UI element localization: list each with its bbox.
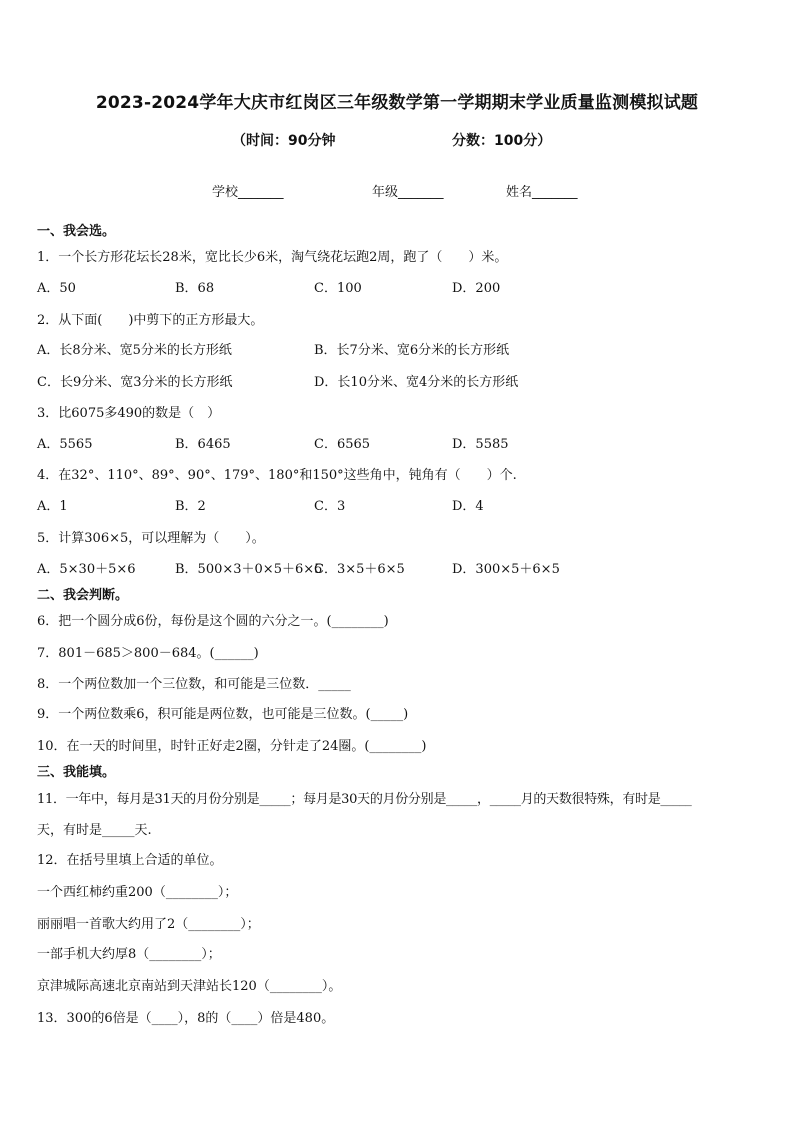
question-2: 2．从下面( )中剪下的正方形最大。 — [37, 313, 264, 328]
question-8[interactable]: 8．一个两位数加一个三位数，和可能是三位数．_____ — [37, 677, 351, 692]
q1-option-c[interactable]: C．100 — [314, 281, 362, 296]
q5-option-d[interactable]: D．300×5＋6×5 — [452, 562, 560, 577]
q5-option-b[interactable]: B．500×3＋0×5＋6×5 — [175, 562, 323, 577]
question-12-a[interactable]: 一个西红柿约重200（________）； — [37, 885, 238, 900]
question-12-d[interactable]: 京津城际高速北京南站到天津站长120（________）。 — [37, 979, 342, 994]
q4-option-d[interactable]: D．4 — [452, 499, 484, 514]
question-11[interactable]: 11．一年中，每月是31天的月份分别是_____；每月是30天的月份分别是_____，_____月的天数很特殊，有时是_____ — [37, 792, 692, 807]
name-field[interactable]: 姓名_______ — [506, 185, 578, 200]
q3-option-c[interactable]: C．6565 — [314, 437, 371, 452]
question-10[interactable]: 10．在一天的时间里，时针正好走2圈，分针走了24圈。(________) — [37, 739, 427, 754]
q5-option-a[interactable]: A．5×30＋5×6 — [37, 562, 136, 577]
q3-option-a[interactable]: A．5565 — [37, 437, 93, 452]
q5-option-c[interactable]: C．3×5＋6×5 — [314, 562, 405, 577]
q4-option-b[interactable]: B．2 — [175, 499, 206, 514]
exam-time: （时间：90分钟 — [232, 133, 336, 149]
question-4: 4．在32°、110°、89°、90°、179°、180°和150°这些角中，钝角有（ ）个. — [37, 468, 517, 483]
question-5: 5．计算306×5，可以理解为（ ）。 — [37, 531, 265, 546]
q4-option-a[interactable]: A．1 — [37, 499, 68, 514]
question-12-c[interactable]: 一部手机大约厚8（________）； — [37, 947, 221, 962]
q1-option-a[interactable]: A．50 — [37, 281, 76, 296]
q2-option-d[interactable]: D．长10分米、宽4分米的长方形纸 — [314, 375, 519, 390]
q3-option-b[interactable]: B．6465 — [175, 437, 231, 452]
q1-option-d[interactable]: D．200 — [452, 281, 501, 296]
q1-option-b[interactable]: B．68 — [175, 281, 215, 296]
page-title: 2023-2024学年大庆市红岗区三年级数学第一学期期末学业质量监测模拟试题 — [95, 93, 699, 113]
exam-score: 分数：100分） — [452, 133, 552, 149]
school-field[interactable]: 学校_______ — [212, 185, 284, 200]
question-7[interactable]: 7．801－685＞800－684。(______) — [37, 646, 259, 661]
question-12: 12．在括号里填上合适的单位。 — [37, 853, 223, 868]
question-13[interactable]: 13．300的6倍是（____），8的（____）倍是480。 — [37, 1011, 335, 1026]
question-11-continued[interactable]: 天，有时是_____天. — [37, 823, 152, 838]
section-heading-choice: 一、我会选。 — [37, 224, 116, 239]
section-heading-fill: 三、我能填。 — [37, 765, 116, 780]
question-6[interactable]: 6．把一个圆分成6份，每份是这个圆的六分之一。(________) — [37, 614, 389, 629]
q2-option-a[interactable]: A．长8分米、宽5分米的长方形纸 — [37, 343, 232, 358]
question-3: 3．比6075多490的数是（ ） — [37, 406, 221, 421]
question-12-b[interactable]: 丽丽唱一首歌大约用了2（________）； — [37, 917, 260, 932]
section-heading-judge: 二、我会判断。 — [37, 588, 129, 603]
q2-option-b[interactable]: B．长7分米、宽6分米的长方形纸 — [314, 343, 510, 358]
q2-option-c[interactable]: C．长9分米、宽3分米的长方形纸 — [37, 375, 233, 390]
question-9[interactable]: 9．一个两位数乘6，积可能是两位数，也可能是三位数。(_____) — [37, 707, 409, 722]
q4-option-c[interactable]: C．3 — [314, 499, 346, 514]
q3-option-d[interactable]: D．5585 — [452, 437, 509, 452]
question-1: 1．一个长方形花坛长28米，宽比长少6米，淘气绕花坛跑2周，跑了（ ）米。 — [37, 250, 508, 265]
grade-field[interactable]: 年级_______ — [372, 185, 444, 200]
